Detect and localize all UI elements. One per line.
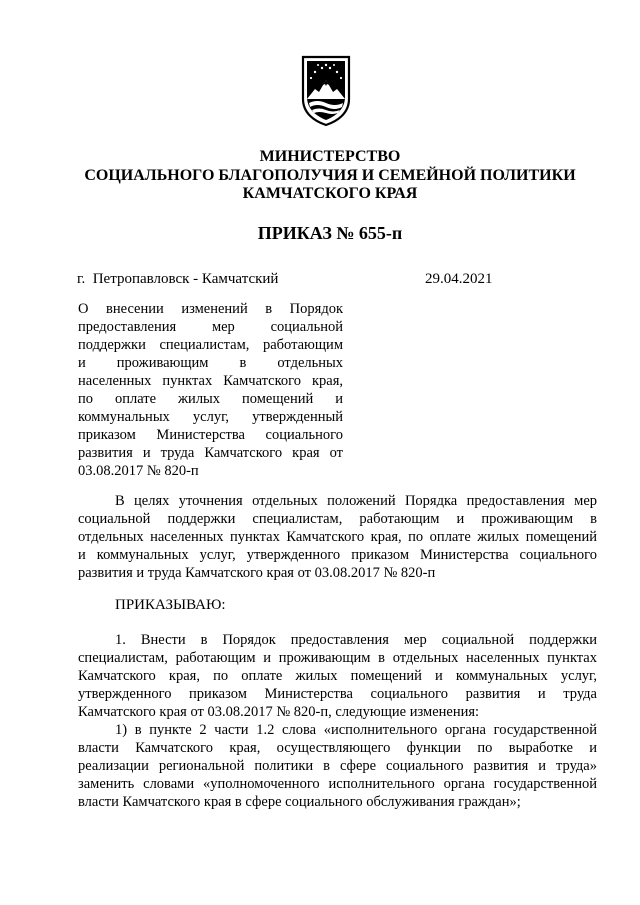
subject-line: населенных пунктах Камчатского края, <box>78 373 343 389</box>
body-line: власти Камчатского края в сфере социального обслуживания граждан»; <box>78 794 521 810</box>
subject-line: по оплате жилых помещений и <box>78 391 343 407</box>
order-subject <box>78 300 343 480</box>
preamble-paragraph <box>78 492 597 582</box>
body-line: власти Камчатского края, осуществляющего функции по выработке и <box>78 740 597 756</box>
order-body <box>78 631 597 811</box>
preamble-line: и коммунальных услуг, утвержденного приказом Министерства социального <box>78 547 597 563</box>
order-title: ПРИКАЗ № 655-п <box>257 223 403 243</box>
kamchatka-coat-of-arms-icon <box>300 55 352 127</box>
subject-line: 03.08.2017 № 820-п <box>78 463 199 479</box>
body-line: 1. Внести в Порядок предоставления мер социальной поддержки <box>115 632 597 648</box>
preamble-line: отдельных населенных пунктах Камчатского края, по оплате жилых помещений <box>78 529 597 545</box>
place-of-issue: г. Петропавловск - Камчатский <box>77 271 279 287</box>
preamble-line: развития и труда Камчатского края от 03.08.2017 № 820-п <box>78 565 436 581</box>
ministry-title-line-3: КАМЧАТСКОГО КРАЯ <box>242 185 418 202</box>
body-line: реализации региональной политики в сфере социального развития и труда» <box>78 758 597 774</box>
subject-line: коммунальных услуг, утвержденный <box>78 409 343 425</box>
subject-line: и проживающим в отдельных <box>78 355 343 371</box>
subject-line: предоставления мер социальной <box>78 319 343 335</box>
body-line: Камчатского края, по оплате жилых помещений и коммунальных услуг, <box>78 668 597 684</box>
preamble-line: социальной поддержки специалистам, работающим и проживающим в <box>78 511 597 527</box>
ministry-title-line-2: СОЦИАЛЬНОГО БЛАГОПОЛУЧИЯ И СЕМЕЙНОЙ ПОЛИТИКИ <box>84 167 576 184</box>
body-line: 1) в пункте 2 части 1.2 слова «исполнительного органа государственной <box>115 722 597 738</box>
body-line: утвержденного приказом Министерства социального развития и труда <box>78 686 597 702</box>
order-directive: ПРИКАЗЫВАЮ: <box>115 597 226 613</box>
subject-line: поддержки специалистам, работающим <box>78 337 343 353</box>
subject-line: развития и труда Камчатского края от <box>78 445 343 461</box>
body-line: специалистам, работающим и проживающим в отдельных населенных пунктах <box>78 650 597 666</box>
body-line: заменить словами «уполномоченного исполнительного органа государственной <box>78 776 597 792</box>
ministry-title-line-1: МИНИСТЕРСТВО <box>259 148 401 165</box>
subject-line: О внесении изменений в Порядок <box>78 301 343 317</box>
subject-line: приказом Министерства социального <box>78 427 343 443</box>
preamble-line: В целях уточнения отдельных положений Порядка предоставления мер <box>115 493 597 509</box>
order-date: 29.04.2021 <box>425 271 493 287</box>
body-line: Камчатского края от 03.08.2017 № 820-п, следующие изменения: <box>78 704 480 720</box>
